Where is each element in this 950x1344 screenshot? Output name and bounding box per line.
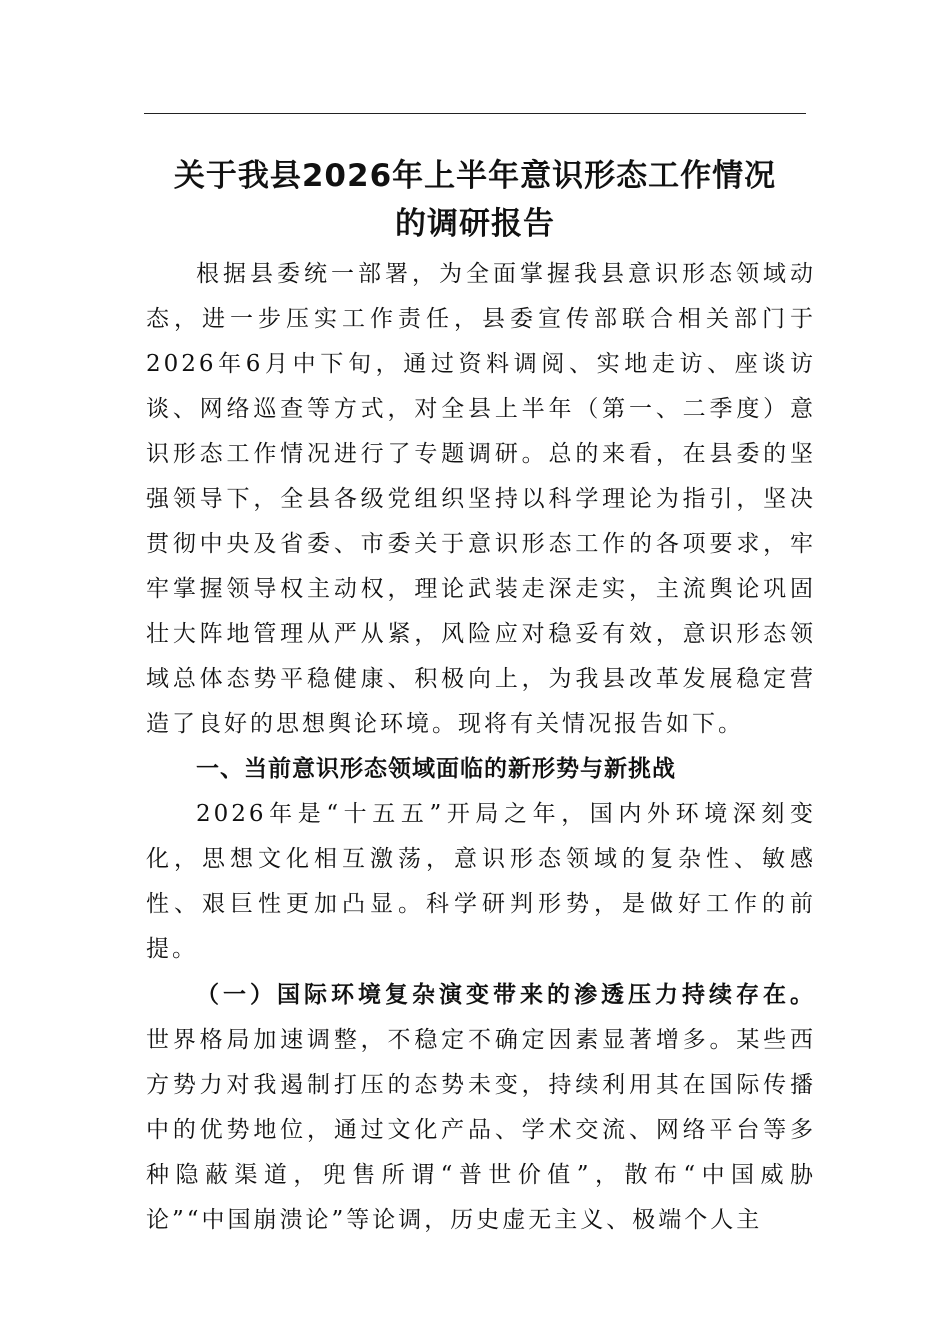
intro-paragraph: 根据县委统一部署，为全面掌握我县意识形态领域动态，进一步压实工作责任，县委宣传部联合相关部门于2026年6月中下旬，通过资料调阅、实地走访、座谈访谈、网络巡查等方式，对全县上半年（第一、二季度）意识形态工作情况进行了专题调研。总的来看，在县委的坚强领导下，全县各级党组织坚持以科学理论为指引，坚决贯彻中央及省委、市委关于意识形态工作的各项要求，牢牢掌握领导权主动权，理论武装走深走实，主流舆论巩固壮大阵地管理从严从紧，风险应对稳妥有效，意识形态领域总体态势平稳健康、积极向上，为我县改革发展稳定营造了良好的思想舆论环境。现将有关情况报告如下。 <box>146 261 816 737</box>
section-heading-1: 一、当前意识形态领域面临的新形势与新挑战 <box>196 756 676 782</box>
title-line-2: 的调研报告 <box>395 206 555 242</box>
subsection-1-text: 世界格局加速调整，不稳定不确定因素显著增多。某些西方势力对我遏制打压的态势未变，持续利用其在国际传播中的优势地位，通过文化产品、学术交流、网络平台等多种隐蔽渠道，兜售所谓“普世价值”，散布“中国威胁论”“中国崩溃论”等论调，历史虚无主义、极端个人主 <box>146 1027 816 1233</box>
subsection-heading-1: （一）国际环境复杂演变带来的渗透压力持续存在。 <box>196 981 816 1008</box>
document-body <box>146 252 816 1243</box>
subsection-1-paragraph <box>146 972 816 1243</box>
header-rule <box>144 113 806 114</box>
title-line-1: 关于我县2026年上半年意识形态工作情况 <box>173 158 777 194</box>
section-1-paragraph: 2026年是“十五五”开局之年，国内外环境深刻变化，思想文化相互激荡，意识形态领域的复杂性、敏感性、艰巨性更加凸显。科学研判形势，是做好工作的前提。 <box>146 801 816 962</box>
document-title <box>120 152 830 248</box>
